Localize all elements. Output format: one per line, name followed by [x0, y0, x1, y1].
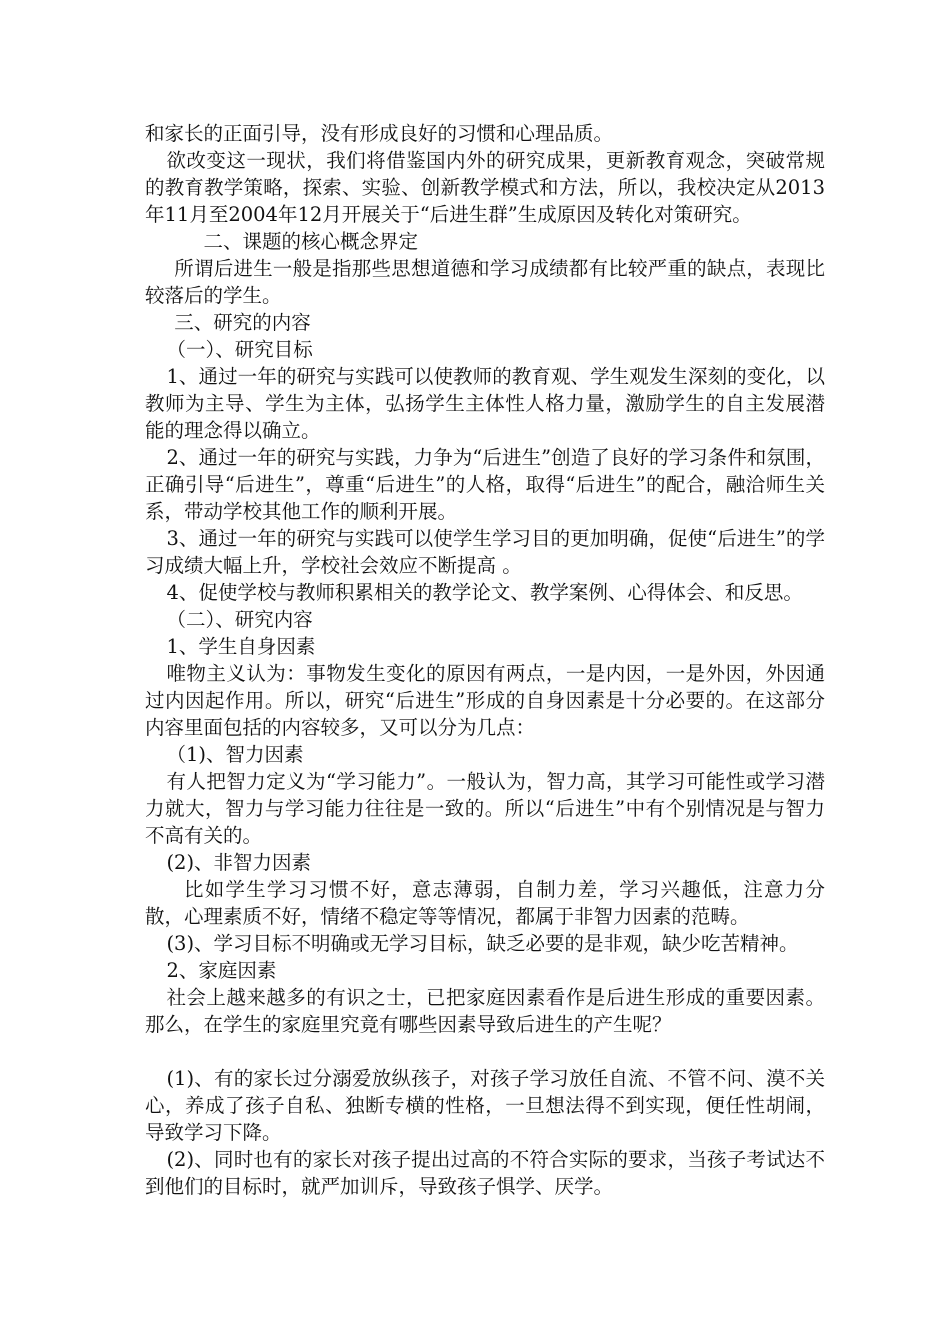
body-paragraph: 唯物主义认为：事物发生变化的原因有两点，一是内因，一是外因，外因通过内因起作用。所以，研究“后进生”形成的自身因素是十分必要的。在这部分内容里面包括的内容较多，又可以分为几点： — [145, 662, 825, 739]
section-heading: 二、课题的核心概念界定 — [203, 230, 419, 253]
subsection-heading: 2、家庭因素 — [166, 959, 277, 982]
list-item: 3、通过一年的研究与实践可以使学生学习目的更加明确，促使“后进生”的学习成绩大幅上升，学校社会效应不断提高 。 — [145, 527, 825, 577]
subsection-heading: (2)、非智力因素 — [166, 851, 312, 874]
blank-line — [145, 1038, 825, 1065]
list-item: 2、通过一年的研究与实践，力争为“后进生”创造了良好的学习条件和氛围，正确引导“后进生”，尊重“后进生”的人格，取得“后进生”的配合，融洽师生关系，带动学校其他工作的顺利开展。 — [145, 446, 825, 523]
document-page — [145, 120, 825, 1200]
body-paragraph: (3)、学习目标不明确或无学习目标，缺乏必要的是非观，缺少吃苦精神。 — [166, 932, 799, 955]
list-item: 1、通过一年的研究与实践可以使教师的教育观、学生观发生深刻的变化，以教师为主导、学生为主体，弘扬学生主体性人格力量，激励学生的自主发展潜能的理念得以确立。 — [145, 365, 825, 442]
body-paragraph: 比如学生学习习惯不好，意志薄弱，自制力差，学习兴趣低，注意力分散，心理素质不好，情绪不稳定等等情况，都属于非智力因素的范畴。 — [145, 878, 825, 928]
body-paragraph: 和家长的正面引导，没有形成良好的习惯和心理品质。 — [145, 122, 614, 145]
list-item: 4、促使学校与教师积累相关的教学论文、教学案例、心得体会、和反思。 — [166, 581, 803, 604]
body-paragraph: 有人把智力定义为“学习能力”。一般认为，智力高，其学习可能性或学习潜力就大，智力与学习能力往往是一致的。所以“后进生”中有个别情况是与智力不高有关的。 — [145, 770, 825, 847]
subsection-heading: （1)、智力因素 — [166, 743, 304, 766]
body-paragraph: (2)、同时也有的家长对孩子提出过高的不符合实际的要求，当孩子考试达不到他们的目标时，就严加训斥，导致孩子惧学、厌学。 — [145, 1148, 825, 1198]
section-heading: 三、研究的内容 — [174, 311, 311, 334]
body-paragraph: 所谓后进生一般是指那些思想道德和学习成绩都有比较严重的缺点，表现比较落后的学生。 — [145, 257, 825, 307]
body-paragraph: 社会上越来越多的有识之士，已把家庭因素看作是后进生形成的重要因素。那么，在学生的家庭里究竟有哪些因素导致后进生的产生呢？ — [145, 986, 825, 1036]
body-paragraph: 欲改变这一现状，我们将借鉴国内外的研究成果，更新教育观念，突破常规的教育教学策略，探索、实验、创新教学模式和方法，所以，我校决定从2013年11月至2004年12月开展关于“后进生群”生成原因及转化对策研究。 — [145, 149, 825, 226]
body-paragraph: (1)、有的家长过分溺爱放纵孩子，对孩子学习放任自流、不管不问、漠不关心，养成了孩子自私、独断专横的性格，一旦想法得不到实现，便任性胡闹，导致学习下降。 — [145, 1067, 825, 1144]
subsection-heading: （二）、研究内容 — [166, 608, 313, 631]
subsection-heading: （一）、研究目标 — [166, 338, 313, 361]
subsection-heading: 1、学生自身因素 — [166, 635, 316, 658]
